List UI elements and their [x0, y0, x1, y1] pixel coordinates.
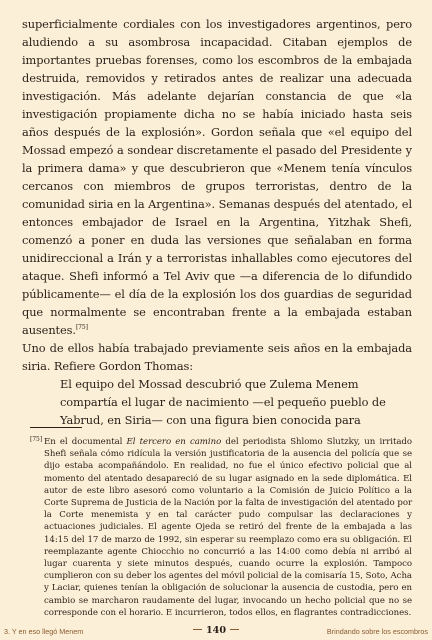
- paragraph: Uno de ellos había trabajado previamente seis años en la embajada siria. Refiere Gordon Thomas:: [22, 341, 412, 373]
- footnote-divider: [30, 427, 82, 428]
- block-quote: El equipo del Mossad descubrió que Zulema Menem compartía el lugar de nacimiento —el pequeño pueblo de Yabrud, en Siria— con una figura bien conocida para: [60, 377, 386, 427]
- footnote-number: [75]: [30, 436, 43, 443]
- page-footer: [0, 624, 432, 640]
- page-number-block: [186, 625, 246, 636]
- documentary-title: El tercero en camino: [126, 437, 222, 447]
- footnote-text-after-title: del periodista Shlomo Slutzky, un irritado Shefi señala cómo ridícula la versión justificatoria de la ausencia del policía que se dijo estaba acompañándolo. En realidad, no fue el único efectivo policial que al momento del atentado desapareció de su lugar asignado en la sede diplomática. El autor de este libro asesoró como voluntario a la Comisión de Juicio Político a la Corte Suprema de Justicia de la Nación por la falta de investigación del atentado por la Corte menemista y en tal carácter pudo compulsar las declaraciones y actuaciones judiciales. El agente Ojeda se retiró del frente de la embajada a las 14:15 del 17 de marzo de 1992, sin esperar su reemplazo como era su obligación. El reemplazante agente Chiocchio no concurrió a las 14:00 como debía ni arribó al lugar cuarenta y siete minutos después, cuando ocurre la explosión. Tampoco cumplieron con su deber los agentes del móvil policial de la comisaría 15, Soto, Acha y Laciar, quienes tenían la obligación de solucionar la ausencia de custodia, pero en cambio se marcharon raudamente del lugar, invocando un hecho policial que no se corresponde con el horario. E incurrieron, todos ellos, en flagrantes contradicciones.: [44, 437, 413, 618]
- footnote-text-before-title: En el documental: [44, 437, 127, 447]
- paragraph: [22, 15, 412, 339]
- footnote-paragraph: [30, 434, 412, 619]
- dash-right: [230, 629, 239, 630]
- dash-left: [193, 629, 202, 630]
- main-text: [22, 15, 412, 429]
- paragraph-text: superficialmente cordiales con los investigadores argentinos, pero aludiendo a su asombrosa incapacidad. Citaban ejemplos de importantes pruebas forenses, como los escombros de la embajada destruida, removidos y retirados antes de realizar una adecuada investigación. Más adelante dejarían constancia de que «la investigación propiamente dicha no se había iniciado hasta seis años después de la explosión». Gordon señala que «el equipo del Mossad empezó a sondear discretamente el pasado del Presidente y la primera dama» y que descubrieron que «Menem tenía vínculos cercanos con miembros de grupos terroristas, dentro de la comunidad siria en la Argentina». Semanas después del atentado, el entonces embajador de Israel en la Argentina, Yitzhak Shefi, comenzó a poner en duda las versiones que señalaban en forma unidireccional a Irán y a terroristas inhallables como ejecutores del ataque. Shefi informó a Tel Aviv que —a diferencia de lo difundido públicamente— el día de la explosión los dos guardias de seguridad que normalmente se encontraban frente a la embajada estaban ausentes.: [22, 17, 412, 337]
- chapter-title: 3. Y en eso llegó Menem: [4, 627, 84, 636]
- page-number: 140: [205, 625, 227, 636]
- footnote-reference[interactable]: [75]: [75, 324, 88, 331]
- footnote: [30, 434, 412, 619]
- section-title: Brindando sobre los escombros: [326, 627, 428, 636]
